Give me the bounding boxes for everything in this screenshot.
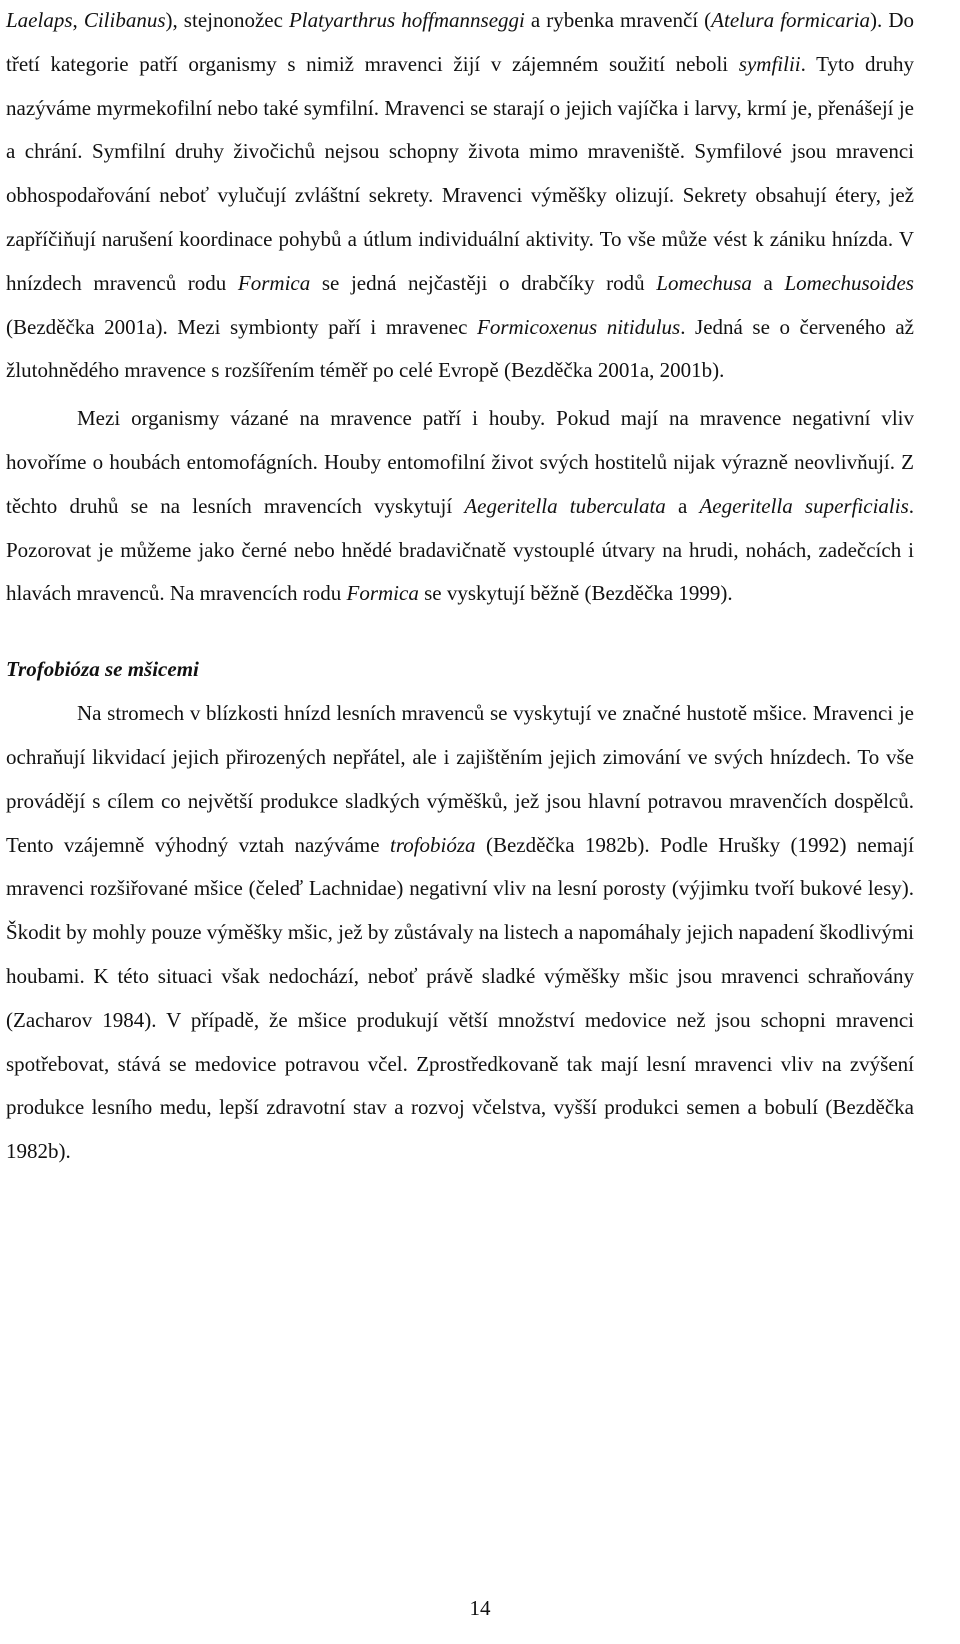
document-page — [6, 0, 914, 1174]
taxon-name: Cilibanus — [83, 8, 166, 32]
paragraph-fungi — [6, 397, 914, 616]
text-run: ), stejnonožec — [165, 8, 289, 32]
text-run: ). Do třetí kategorie patří organismy s nimiž mravenci žijí v zájemném soužití neboli — [6, 8, 914, 76]
taxon-name: Lomechusa — [656, 270, 752, 295]
text-run: . Jedná se o červeného až žlutohnědého mravence s rozšířením téměř po celé Evropě (Bezděčka 2001a, 2001b). — [6, 314, 914, 383]
text-run: se jedná nejčastěji o drabčíky rodů — [310, 270, 657, 295]
taxon-name: Atelura formicaria — [711, 8, 871, 32]
taxon-name: Formicoxenus nitidulus — [477, 314, 681, 339]
taxon-name: Platyarthrus hoffmannseggi — [288, 8, 525, 32]
paragraph-trophobiosis — [6, 692, 914, 1174]
term-italic: symfilii — [738, 51, 801, 76]
section-heading: Trofobióza se mšicemi — [6, 657, 199, 682]
text-run: a — [751, 270, 785, 295]
taxon-name: Aegeritella tuberculata — [464, 493, 666, 518]
taxon-name: Aegeritella superficialis — [699, 493, 909, 518]
page-number: 14 — [469, 1596, 491, 1620]
text-run: Na stromech v blízkosti hnízd lesních mravenců se vyskytují ve značné hustotě mšice. Mravenci je ochraňují likvidací jejich přirozených nepřátel, ale i zajištěním jejich zimování ve svých hnízdech. To vše provádějí s cílem co největší produkce sladkých výměšků, jež jsou hlavní potravou mravenčích dospělců. Tento vzájemně výhodný vztah nazýváme — [6, 701, 914, 857]
term-italic: trofobióza — [389, 832, 476, 857]
text-run: , — [72, 8, 84, 32]
text-run: se vyskytují běžně (Bezděčka 1999). — [418, 581, 733, 606]
taxon-name: Formica — [346, 581, 419, 606]
taxon-name: Formica — [237, 270, 311, 295]
text-run: Mezi organismy vázané na mravence patří i houby. Pokud mají na mravence negativní vliv hovoříme o houbách entomofágních. Houby entomofilní život svých hostitelů nijak výrazně neovlivňují. Z těchto druhů se na lesních mravencích vyskytují — [6, 406, 914, 518]
taxon-name: Lomechusoides — [784, 270, 914, 295]
text-run: . Tyto druhy nazýváme myrmekofilní nebo také symfilní. Mravenci se starají o jejich vajíčka i larvy, krmí je, přenášejí je a chrání. Symfilní druhy živočichů nejsou schopny života mimo mraveniště. Symfilové jsou mravenci obhospodařování neboť vylučují zvláštní sekrety. Mravenci výměšky olizují. Sekrety obsahují étery, jež zapříčiňují narušení koordinace pohybů a útlum individuální aktivity. To vše může vést k zániku hnízda. V hnízdech mravenců rodu — [6, 51, 914, 295]
paragraph-symbionts — [6, 0, 914, 393]
text-run: (Bezděčka 2001a). Mezi symbionty paří i mravenec — [6, 314, 477, 339]
taxon-name: Laelaps — [6, 8, 73, 32]
text-run: a — [665, 493, 700, 518]
text-run: a rybenka mravenčí ( — [524, 8, 712, 32]
text-run: . Pozorovat je můžeme jako černé nebo hnědé bradavičnatě vystouplé útvary na hrudi, nohách, zadečcích i hlavách mravenců. Na mravencích rodu — [6, 493, 914, 606]
text-run: (Bezděčka 1982b). Podle Hrušky (1992) nemají mravenci rozšiřované mšice (čeleď Lachnidae) negativní vliv na lesní porosty (výjimku tvoří bukové lesy). Škodit by mohly pouze výměšky mšic, jež by zůstávaly na listech a napomáhaly jejich napadení škodlivými houbami. K této situaci však nedochází, neboť právě sladké výměšky mšic jsou mravenci schraňovány (Zacharov 1984). V případě, že mšice produkují větší množství medovice než jsou schopni mravenci spotřebovat, stává se medovice potravou včel. Zprostředkovaně tak mají lesní mravenci vliv na zvýšení produkce lesního medu, lepší zdravotní stav a rozvoj včelstva, vyšší produkci semen a bobulí (Bezděčka 1982b). — [6, 832, 914, 1164]
